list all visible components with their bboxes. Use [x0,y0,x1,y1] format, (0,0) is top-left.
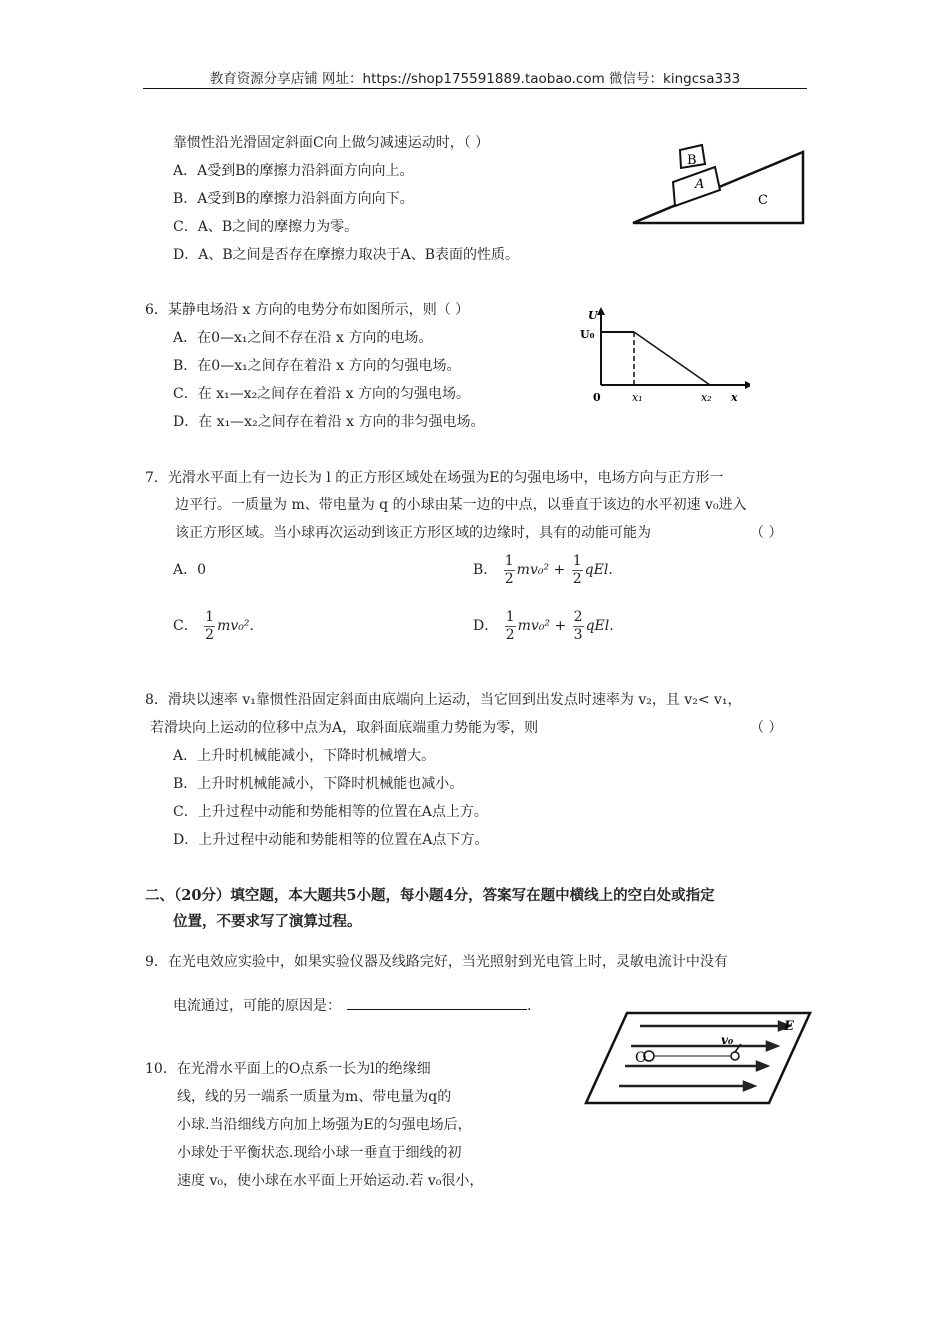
q6-stem: 6．某静电场沿 x 方向的电势分布如图所示，则（ ） [145,302,470,318]
term: mv₀² [516,562,550,578]
q8-option-c: C．上升过程中动能和势能相等的位置在A点上方。 [173,804,488,820]
option-label: C． [173,618,198,634]
operator: + [553,562,566,578]
q5-option-d: D．A、B之间是否存在摩擦力取决于A、B表面的性质。 [173,247,520,263]
q8-option-a: A．上升时机械能减小，下降时机械增大。 [173,748,436,764]
answer-blank[interactable] [347,995,527,1010]
denominator: 2 [504,570,514,587]
potential-graph [575,305,750,405]
q5-option-b: B．A受到B的摩擦力沿斜面方向向下。 [173,191,414,207]
q7-line-3: 该正方形区域。当小球再次运动到该正方形区域的边缘时，具有的动能可能为 [175,525,651,541]
field-label: E [784,1019,794,1034]
origin-label: O [635,1050,647,1066]
q6-option-a: A．在0—x₁之间不存在沿 x 方向的电场。 [173,330,433,346]
q10-line-3: 小球.当沿细线方向加上场强为E的匀强电场后， [177,1117,472,1133]
option-label: A． [173,562,198,578]
numerator: 1 [205,608,215,625]
q8-line-1: 8．滑块以速率 v₁靠惯性沿固定斜面由底端向上运动，当它回到出发点时速率为 v₂，且 v₂< v₁， [145,692,742,708]
q7-line-1: 7．光滑水平面上有一边长为 l 的正方形区域处在场强为E的匀强电场中，电场方向与正方形一 [145,470,724,486]
fraction [573,609,584,644]
option-value: 0 [197,562,207,578]
x-axis-label: x [731,391,738,404]
q5-stem: 靠惯性沿光滑固定斜面C向上做匀减速运动时，（ ） [173,135,490,151]
denominator: 3 [573,626,583,643]
q5-option-a: A．A受到B的摩擦力沿斜面方向向上。 [173,163,414,179]
term: mv₀² [517,618,551,634]
q7-answer-paren: （ ） [750,525,783,541]
operator: + [554,618,567,634]
numerator: 2 [573,608,583,625]
option-label: B． [473,562,498,578]
velocity-label: v₀ [721,1033,734,1047]
denominator: 2 [572,570,582,587]
q10-line-5: 速度 v₀，使小球在水平面上开始运动.若 v₀很小， [177,1173,484,1189]
y-axis-label: U [588,309,598,322]
q10-line-1: 10．在光滑水平面上的O点系一长为l的绝缘细 [145,1061,431,1077]
label-b: B [687,153,697,168]
denominator: 2 [205,626,215,643]
section-heading-line-2: 位置，不要求写了演算过程。 [173,913,362,930]
q9-line-1: 9．在光电效应实验中，如果实验仪器及线路完好，当光照射到光电管上时，灵敏电流计中没有 [145,954,728,970]
label-a: A [695,177,705,192]
q8-line-2: 若滑块向上运动的位移中点为A，取斜面底端重力势能为零，则 [150,720,539,736]
numerator: 1 [505,608,515,625]
electric-field-figure [583,1008,813,1110]
q10-line-4: 小球处于平衡状态.现给小球一垂直于细线的初 [177,1145,462,1161]
u0-label: U₀ [580,328,595,341]
x1-label: x₁ [632,391,643,404]
fraction [505,609,516,644]
q8-answer-paren: （ ） [750,720,783,736]
header-rule [143,88,807,89]
term: qEl. [584,562,613,578]
q5-option-c: C．A、B之间的摩擦力为零。 [173,219,359,235]
page-header: 教育资源分享店铺 网址：https://shop175591889.taobao.com 微信号：kingcsa333 [209,71,741,87]
numerator: 1 [504,552,514,569]
option-label: D． [473,618,499,634]
x2-label: x₂ [701,391,712,404]
q6-option-d: D．在 x₁—x₂之间存在着沿 x 方向的非匀强电场。 [173,414,485,430]
term: mv₀². [217,618,254,634]
q8-option-d: D．上升过程中动能和势能相等的位置在A点下方。 [173,832,489,848]
q9-line-2 [173,995,531,1016]
numerator: 1 [572,552,582,569]
q6-option-b: B．在0—x₁之间存在着沿 x 方向的匀强电场。 [173,358,461,374]
origin-label: 0 [593,391,601,404]
q7-option-d [473,606,614,646]
q7-option-b [473,550,613,590]
term: qEl. [585,618,614,634]
q7-option-c [173,606,254,646]
denominator: 2 [505,626,515,643]
q9-prompt: 电流通过，可能的原因是： [173,998,341,1014]
fraction [504,553,515,588]
label-c: C [758,193,768,208]
section-heading-line-1: 二、（20分）填空题，本大题共5小题，每小题4分，答案写在题中横线上的空白处或指定 [145,887,715,904]
fraction [572,553,583,588]
incline-figure [625,140,815,230]
q8-option-b: B．上升时机械能减小，下降时机械能也减小。 [173,776,464,792]
q6-option-c: C．在 x₁—x₂之间存在着沿 x 方向的匀强电场。 [173,386,470,402]
q9-end: . [527,998,532,1014]
q7-line-2: 边平行。一质量为 m、带电量为 q 的小球由某一边的中点，以垂直于该边的水平初速 v₀进入 [175,497,747,513]
fraction [204,609,215,644]
q7-option-a [173,560,206,580]
q10-line-2: 线，线的另一端系一质量为m、带电量为q的 [177,1089,452,1105]
